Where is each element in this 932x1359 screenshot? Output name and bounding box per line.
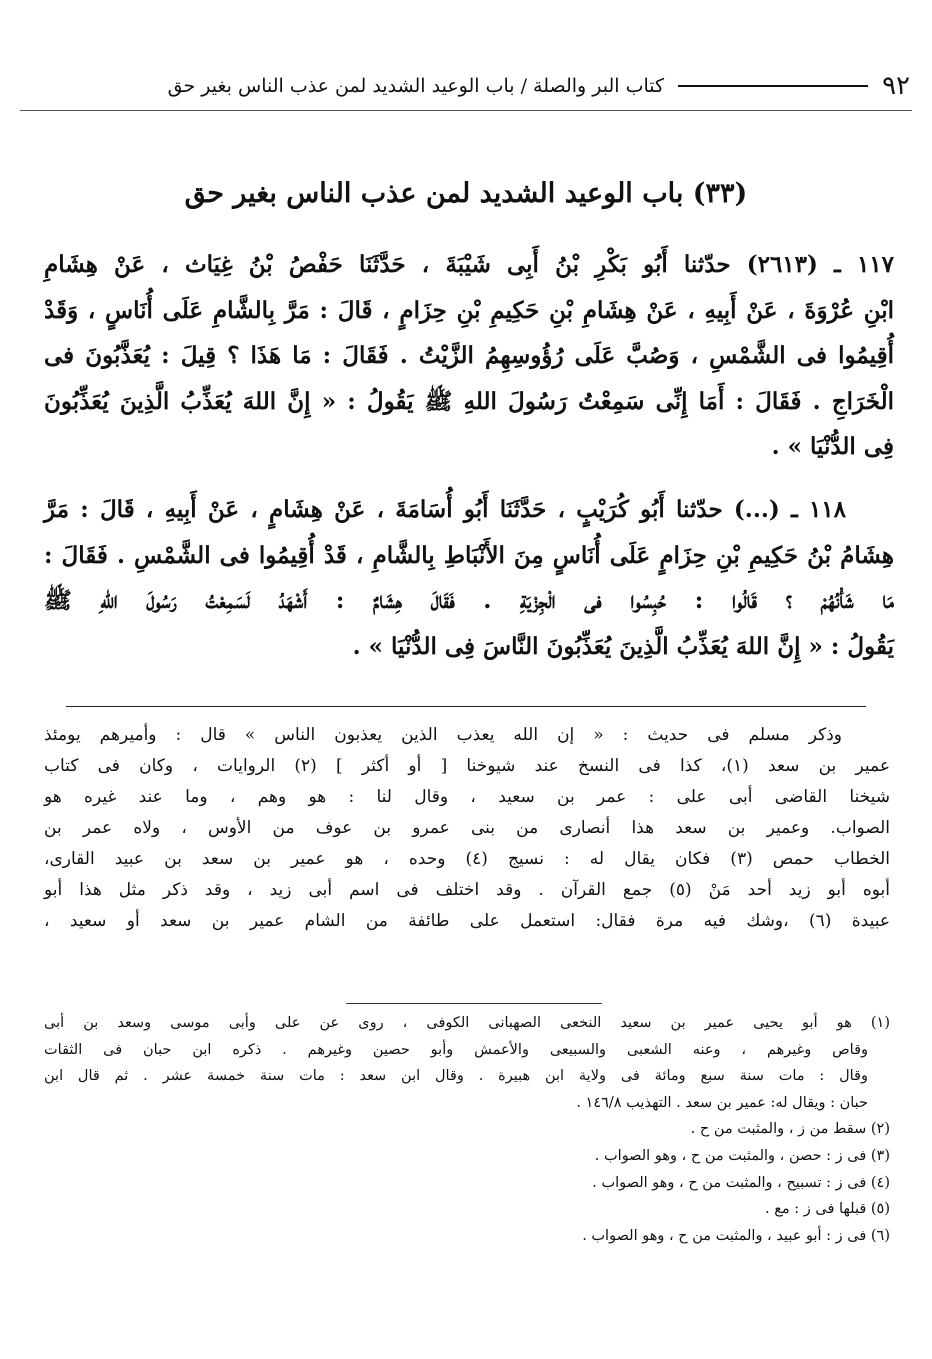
hadith-line: ١١٨ ـ (...) حدّثنا أَبُو كُرَيْبٍ ، حَدَّثَنَا أَبُو أُسَامَةَ ، عَنْ هِشَامٍ ، عَنْ أَبِيهِ ، قَالَ : مَرَّ bbox=[44, 496, 846, 523]
commentary-line: الخطاب حمص (٣) فكان يقال له : نسيج (٤) وحده ، هو عمير بن سعد بن عبيد القارى، bbox=[44, 849, 890, 869]
footnote-1-line: وقال : مات سنة سبع ومائة فى ولاية ابن هبيرة . وقال ابن سعد : مات سنة خمسة عشر . ثم قال ابن bbox=[44, 1068, 868, 1085]
hadith-line: هِشَامُ بْنُ حَكِيمِ بْنِ حِزَامٍ عَلَى أُنَاسٍ مِنَ الأَنْبَاطِ بِالشَّامِ ، قَدْ أُقِيمُوا فى الشَّمْسِ . فَقَالَ : bbox=[44, 541, 894, 569]
page-number: ٩٢ bbox=[882, 71, 910, 101]
commentary-separator bbox=[66, 706, 866, 707]
hadith-117 bbox=[44, 242, 894, 470]
footnote-5: (٥) قبلها فى ز : مع . bbox=[765, 1201, 890, 1218]
commentary-line: الصواب. وعمير بن سعد هذا أنصارى من بنى عمرو بن عوف من الأوس ، ولاه عمر بن bbox=[44, 818, 890, 838]
hadith-line: الْخَرَاجِ . فَقَالَ : أَمَا إِنِّى سَمِعْتُ رَسُولَ اللهِ ﷺ يَقُولُ : « إِنَّ اللهَ يُعَذِّبُ الَّذِينَ يُعَذِّبُونَ bbox=[44, 387, 894, 415]
footnote-separator bbox=[346, 1003, 602, 1004]
hadith-line: مَا شَأْنُهُمْ ؟ قَالُوا : حُبِسُوا فى الْجِزْيَةِ . فَقَالَ هِشَامٌ : أَشْهَدُ لَسَمِعْتُ رَسُولَ اللهِ ﷺ bbox=[44, 587, 894, 614]
hadith-line: فِى الدُّنْيَا » . bbox=[771, 433, 894, 460]
hadith-line: ١١٧ ـ (٢٦١٣) حدّثنا أَبُو بَكْرِ بْنُ أَبِى شَيْبَةَ ، حَدَّثَنَا حَفْصُ بْنُ غِيَاث ، عَنْ هِشَامِ bbox=[44, 251, 894, 278]
footnote-2: (٢) سقط من ز ، والمثبت من ح . bbox=[690, 1121, 890, 1138]
hadith-line: أُقِيمُوا فى الشَّمْسِ ، وَصُبَّ عَلَى رُؤُوسِهِمُ الزَّيْتُ . فَقَالَ : مَا هَذَا ؟ قِيلَ : يُعَذَّبُونَ فى bbox=[44, 342, 894, 369]
commentary-line: شيخنا القاضى أبى على : عمر بن سعيد ، وقال لنا : هو وهم ، وما عند غيره هو bbox=[44, 787, 890, 807]
footnote-6: (٦) فى ز : أبو عبيد ، والمثبت من ح ، وهو الصواب . bbox=[582, 1227, 890, 1244]
footnote-4: (٤) فى ز : تسبيح ، والمثبت من ح ، وهو الصواب . bbox=[592, 1174, 890, 1191]
commentary-line: أبوه أبو زيد أحد مَنْ (٥) جمع القرآن . وقد اختلف فى اسم أبى زيد ، وقد ذكر مثل هذا أبو bbox=[44, 880, 890, 900]
commentary-line: وذكر مسلم فى حديث : « إن الله يعذب الذين يعذبون الناس » قال : وأميرهم يومئذ bbox=[44, 725, 842, 745]
hadith-118 bbox=[44, 487, 894, 669]
running-title: كتاب البر والصلة / باب الوعيد الشديد لمن عذب الناس بغير حق bbox=[167, 75, 665, 97]
commentary bbox=[44, 720, 890, 937]
footnote-1-line: حبان : ويقال له: عمير بن سعد . التهذيب ١٤٦/٨ . bbox=[576, 1094, 868, 1111]
header-dash bbox=[678, 85, 868, 87]
header-rule bbox=[20, 110, 912, 111]
footnote-3: (٣) فى ز : حصن ، والمثبت من ح ، وهو الصواب . bbox=[594, 1147, 890, 1164]
running-header bbox=[22, 66, 910, 106]
footnote-1-line: وقاص وغيرهم ، وعنه الشعبى والسبيعى والأعمش وأبو حصين وغيرهم . ذكره ابن حبان فى الثقات bbox=[44, 1041, 868, 1058]
commentary-line: عمير بن سعد (١)، كذا فى النسخ عند شيوخنا [ أو أكثر ] (٢) الروايات ، وكان فى كتاب bbox=[44, 756, 890, 776]
hadith-line: ابْنِ عُرْوَةَ ، عَنْ أَبِيهِ ، عَنْ هِشَامِ بْنِ حَكِيمِ بْنِ حِزَامٍ ، قَالَ : مَرَّ بِالشَّامِ عَلَى أُنَاسٍ ، وَقَدْ bbox=[44, 296, 894, 324]
footnote-1-line: (١) هو أبو يحيى عمير بن سعيد النخعى الصهبانى الكوفى ، روى عن على وأبى موسى وسعد بن أبى bbox=[44, 1015, 890, 1031]
footnotes bbox=[44, 1010, 890, 1249]
hadith-line: يَقُولُ : « إِنَّ اللهَ يُعَذِّبُ الَّذِينَ يُعَذِّبُونَ النَّاسَ فِى الدُّنْيَا » . bbox=[352, 632, 894, 660]
commentary-line: عبيدة (٦) ،وشك فيه مرة فقال: استعمل على طائفة من الشام عمير بن سعد أو سعيد ، bbox=[44, 911, 890, 931]
chapter-title: (٣٣) باب الوعيد الشديد لمن عذب الناس بغير حق bbox=[184, 178, 748, 209]
